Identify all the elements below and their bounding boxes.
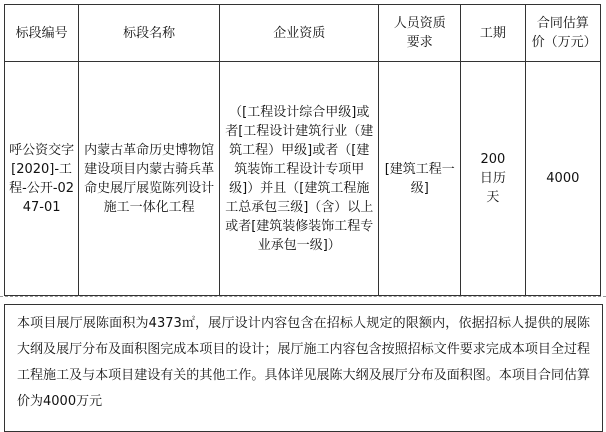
table-header-row bbox=[5, 5, 601, 62]
table-row bbox=[5, 62, 601, 296]
divider bbox=[0, 296, 606, 297]
header-section-no: 标段编号 bbox=[5, 5, 79, 62]
header-price bbox=[525, 5, 600, 62]
cell-section-no bbox=[5, 62, 79, 296]
cell-section-name bbox=[79, 62, 220, 296]
cell-qualification bbox=[220, 62, 379, 296]
duration-text: 200日历天 bbox=[479, 152, 506, 205]
cell-price bbox=[525, 62, 600, 296]
qualification-text: （[工程设计综合甲级]或者[工程设计建筑行业（建筑工程）甲级]或者（[建筑装饰工程设计专项甲级]）并且（[建筑工程施工总承包三级]（含）以上或者[建筑装修装饰工程专业承包一级]） bbox=[225, 104, 374, 253]
cell-personnel bbox=[379, 62, 461, 296]
header-personnel bbox=[379, 5, 461, 62]
header-qualification: 企业资质 bbox=[220, 5, 379, 62]
section-no-text: 呼公资交字[2020]-工程-公开-0247-01 bbox=[9, 142, 75, 215]
bid-section-table bbox=[4, 4, 601, 296]
personnel-text: [建筑工程一级] bbox=[384, 161, 455, 196]
header-personnel-text: 人员资质要求 bbox=[393, 16, 446, 50]
header-duration: 工期 bbox=[461, 5, 526, 62]
section-name-text: 内蒙古革命历史博物馆建设项目内蒙古骑兵革命史展厅展览陈列设计施工一体化工程 bbox=[84, 142, 215, 215]
price-text: 4000 bbox=[546, 171, 580, 186]
cell-duration bbox=[461, 62, 526, 296]
header-price-text: 合同估算价（万元） bbox=[531, 16, 597, 50]
project-note: 本项目展厅展陈面积为4373㎡，展厅设计内容包含在招标人规定的限额内，依据招标人提供的展陈大纲及展厅分布及面积图完成本项目的设计；展厅施工内容包含按照招标文件要求完成本项目全过程工程施工及与本项目建设有关的其他工作。具体详见展陈大纲及展厅分布及面积图。本项目合同估算价为4000万元 bbox=[4, 304, 603, 432]
header-section-name: 标段名称 bbox=[79, 5, 220, 62]
